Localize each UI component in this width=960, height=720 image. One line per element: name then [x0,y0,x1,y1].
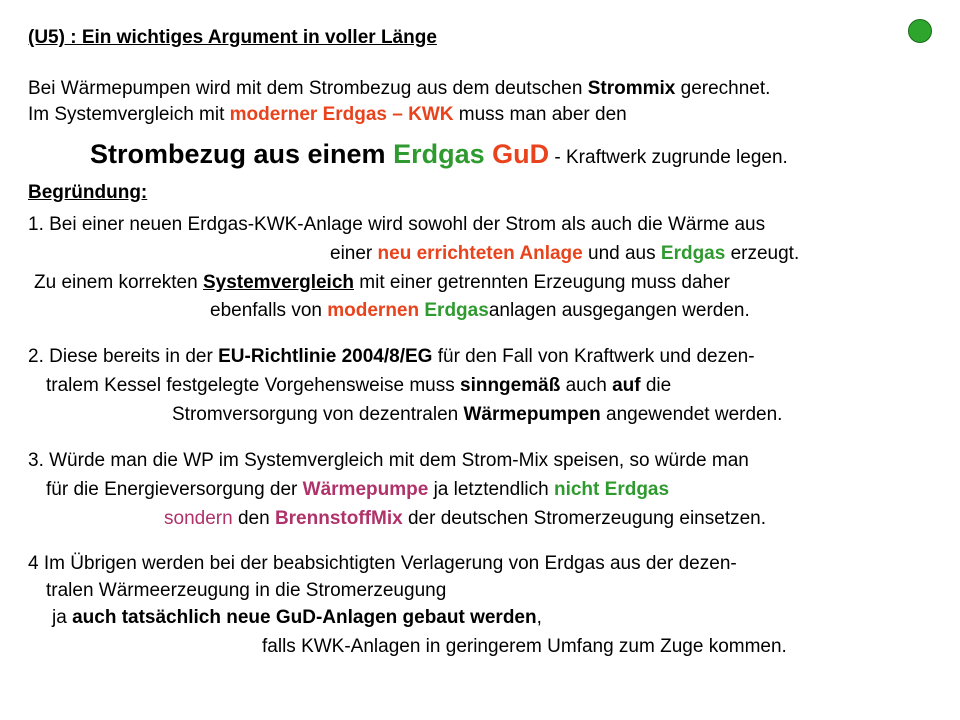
text: der deutschen Stromerzeugung einsetzen. [402,508,767,529]
text: tralem Kessel festgelegte Vorgehensweise muss [46,375,460,396]
text: Zu einem korrekten [34,272,203,293]
point-4-line-2: tralen Wärmeerzeugung in die Stromerzeugung [46,580,447,601]
text: 2. Diese bereits in der [28,346,219,367]
text: erzeugt. [725,243,800,264]
text-moderner: moderner [229,104,318,125]
text: für den Fall von Kraftwerk und dezen- [432,346,755,367]
text: ja letztendlich [428,479,554,500]
text: Bei Wärmepumpen wird mit dem Strombezug aus dem deutschen [28,78,588,99]
text-auf: auf [612,375,641,396]
point-1-line-3 [34,272,730,294]
page-title: (U5) : Ein wichtiges Argument in voller Länge [28,27,437,48]
text-erdgas: Erdgas [660,243,726,264]
text-gud-anlagen: auch tatsächlich neue GuD-Anlagen gebaut werden [72,607,537,628]
point-1-line-1: 1. Bei einer neuen Erdgas-KWK-Anlage wird sowohl der Strom als auch die Wärme aus [28,214,766,235]
text-eu-richtlinie: EU-Richtlinie 2004/8/EG [218,346,433,367]
text-erdgas: Erdgas [393,139,485,169]
intro-line-1 [28,78,770,100]
text: muss man aber den [453,104,627,125]
text: gerechnet. [675,78,771,99]
text-erdgas-kwk: Erdgas – KWK [317,104,454,125]
text: und aus [582,243,661,264]
point-1-line-4 [210,300,750,322]
point-3-line-1: 3. Würde man die WP im Systemvergleich mit dem Strom-Mix speisen, so würde man [28,450,749,471]
point-3-line-3 [164,508,766,530]
text: Stromversorgung von dezentralen [172,404,464,425]
text: mit einer getrennten Erzeugung muss daher [354,272,730,293]
text: für die Energieversorgung der [46,479,303,500]
section-heading: Begründung: [28,182,148,203]
intro-line-3 [90,138,788,174]
text-modernen: modernen [327,300,420,321]
text: - Kraftwerk zugrunde legen. [549,147,788,168]
text: Im Systemvergleich mit [28,104,230,125]
text: ja [52,607,73,628]
text-erdgas: Erdgas [419,300,489,321]
text: , [536,607,542,628]
point-2-line-2 [46,375,671,397]
text: angewendet werden. [600,404,783,425]
point-2-line-3 [172,404,782,426]
text-systemvergleich: Systemvergleich [202,272,354,293]
point-3-line-2 [46,479,669,501]
text-sinngemaess: sinngemäß [460,375,561,396]
point-4-line-3 [52,607,542,629]
intro-line-2 [28,104,627,126]
text-neu-errichtet: neu errichteten Anlage [377,243,583,264]
text-sondern: sondern [164,508,233,529]
text: Strombezug aus einem [90,139,394,169]
text-brennstoffmix: BrennstoffMix [274,508,403,529]
text: den [232,508,275,529]
text: ebenfalls von [210,300,328,321]
text-waermepumpe: Wärmepumpe [302,479,429,500]
text-strommix: Strommix [587,78,676,99]
point-2-line-1 [28,346,755,368]
text-nicht-erdgas: nicht Erdgas [553,479,670,500]
text: die [640,375,672,396]
point-4-line-4: falls KWK-Anlagen in geringerem Umfang zum Zuge kommen. [262,636,787,657]
text: anlagen ausgegangen werden. [488,300,750,321]
point-1-line-2 [330,243,799,265]
text-gud: GuD [484,139,550,169]
green-circle-icon [908,19,932,43]
text: einer [330,243,378,264]
text-waermepumpen: Wärmepumpen [463,404,601,425]
point-4-line-1: 4 Im Übrigen werden bei der beabsichtigten Verlagerung von Erdgas aus der dezen- [28,553,737,574]
text: auch [560,375,613,396]
